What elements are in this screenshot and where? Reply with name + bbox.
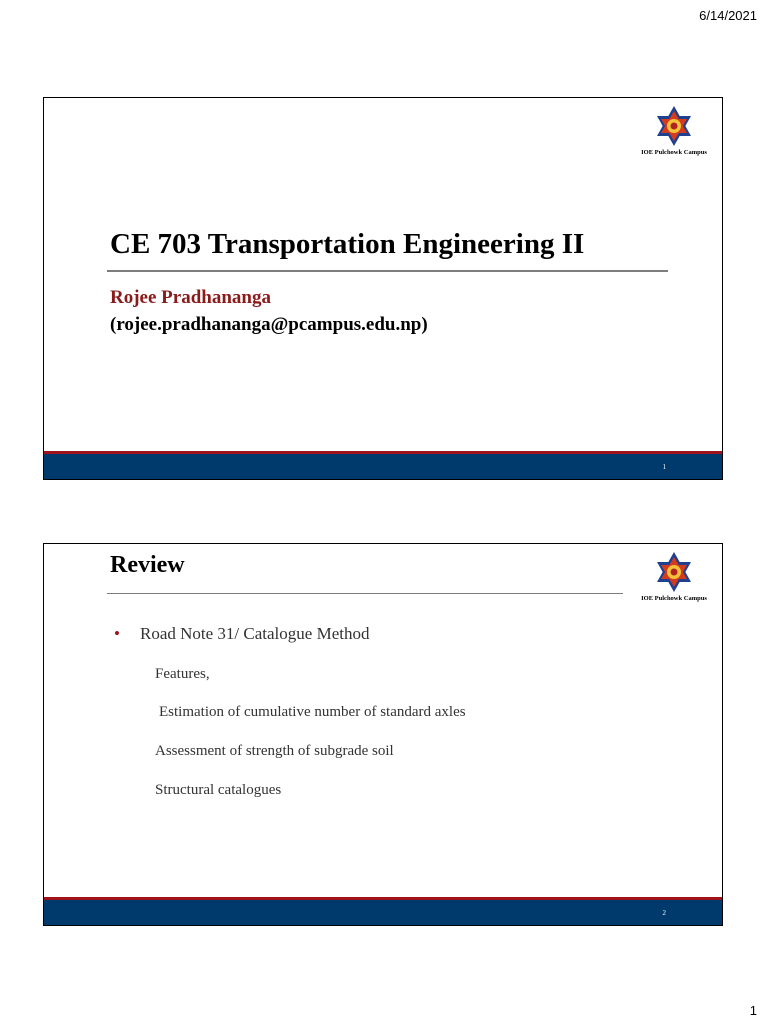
logo	[632, 550, 716, 602]
author-email: (rojee.pradhananga@pcampus.edu.np)	[110, 314, 428, 335]
logo-caption: IOE Pulchowk Campus	[641, 149, 707, 156]
page-date: 6/14/2021	[699, 8, 757, 23]
author-name: Rojee Pradhananga	[110, 287, 271, 308]
slide-2	[43, 543, 723, 926]
ioe-emblem-icon	[654, 550, 694, 594]
bullet-item	[114, 624, 369, 644]
page-number: 1	[749, 1003, 757, 1018]
sub-item: Structural catalogues	[155, 782, 282, 798]
title-divider	[107, 270, 668, 272]
ioe-emblem-icon	[654, 104, 694, 148]
title-divider	[107, 593, 623, 594]
sub-item: Estimation of cumulative number of standard axles	[159, 704, 466, 720]
slide-number: 1	[662, 463, 666, 471]
slide-1	[43, 97, 723, 480]
footer-band	[44, 454, 722, 479]
bullet-marker: •	[114, 624, 120, 643]
bullet-text: Road Note 31/ Catalogue Method	[140, 624, 370, 643]
logo	[632, 104, 716, 156]
slide-title: CE 703 Transportation Engineering II	[110, 228, 585, 260]
slide-title: Review	[110, 552, 185, 578]
sub-item: Assessment of strength of subgrade soil	[155, 743, 394, 759]
footer-band	[44, 900, 722, 925]
logo-caption: IOE Pulchowk Campus	[641, 595, 707, 602]
slide-number: 2	[662, 909, 666, 917]
sub-item: Features,	[155, 666, 210, 682]
